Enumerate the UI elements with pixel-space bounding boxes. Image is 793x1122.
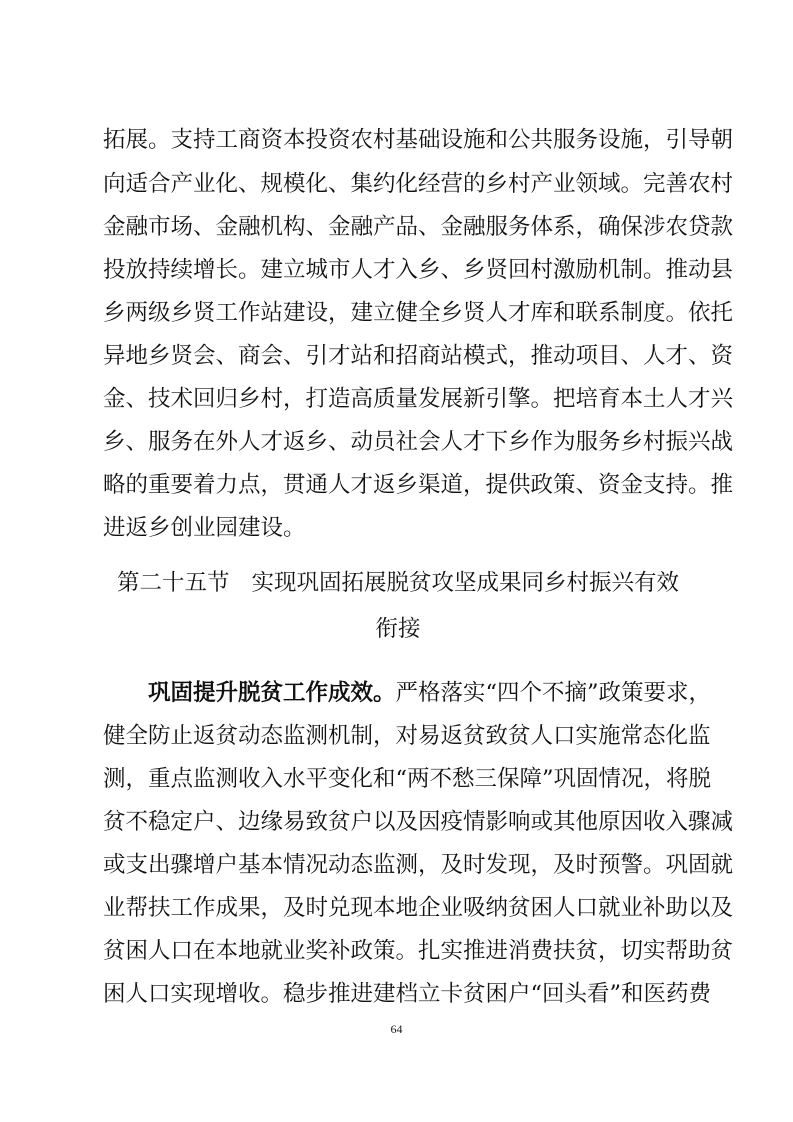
text-line: 拓展。支持工商资本投资农村基础设施和公共服务设施，引导朝 <box>103 127 734 153</box>
text-line: 乡两级乡贤工作站建设，建立健全乡贤人才库和联系制度。依托 <box>103 300 734 326</box>
text-line: 乡、服务在外人才返乡、动员社会人才下乡作为服务乡村振兴战 <box>103 429 734 455</box>
text-line: 或支出骤增户基本情况动态监测，及时发现，及时预警。巩固就 <box>103 852 734 878</box>
paragraph-lead: 巩固提升脱贫工作成效。 <box>148 680 396 706</box>
text-line: 贫不稳定户、边缘易致贫户以及因疫情影响或其他原因收入骤减 <box>103 809 734 835</box>
text-line: 测，重点监测收入水平变化和“两不愁三保障”巩固情况，将脱 <box>103 766 712 792</box>
section-number: 第二十五节 <box>116 570 230 596</box>
text-line: 贫困人口在本地就业奖补政策。扎实推进消费扶贫，切实帮助贫 <box>103 938 734 964</box>
text-line: 金、技术回归乡村，打造高质量发展新引擎。把培育本土人才兴 <box>103 386 734 412</box>
text-line: 投放持续增长。建立城市人才入乡、乡贤回村激励机制。推动县 <box>103 257 734 283</box>
paragraph-first-line-text: 严格落实“四个不摘”政策要求， <box>395 680 712 706</box>
text-line: 向适合产业化、规模化、集约化经营的乡村产业领域。完善农村 <box>103 171 734 197</box>
page-number: 64 <box>390 1022 403 1036</box>
text-line: 进返乡创业园建设。 <box>103 515 306 541</box>
text-line: 困人口实现增收。稳步推进建档立卡贫困户“回头看”和医药费 <box>103 981 712 1007</box>
text-line: 金融市场、金融机构、金融产品、金融服务体系，确保涉农贷款 <box>103 214 734 240</box>
text-line: 健全防止返贫动态监测机制，对易返贫致贫人口实施常态化监 <box>103 723 711 749</box>
text-line: 略的重要着力点，贯通人才返乡渠道，提供政策、资金支持。推 <box>103 472 734 498</box>
section-heading-line-1 <box>103 568 693 598</box>
section-title: 实现巩固拓展脱贫攻坚成果同乡村振兴有效 <box>251 570 680 596</box>
text-line: 业帮扶工作成果，及时兑现本地企业吸纳贫困人口就业补助以及 <box>103 895 734 921</box>
text-line: 异地乡贤会、商会、引才站和招商站模式，推动项目、人才、资 <box>103 343 734 369</box>
text-line-first <box>148 678 712 708</box>
section-heading-line-2: 衔接 <box>375 616 421 642</box>
